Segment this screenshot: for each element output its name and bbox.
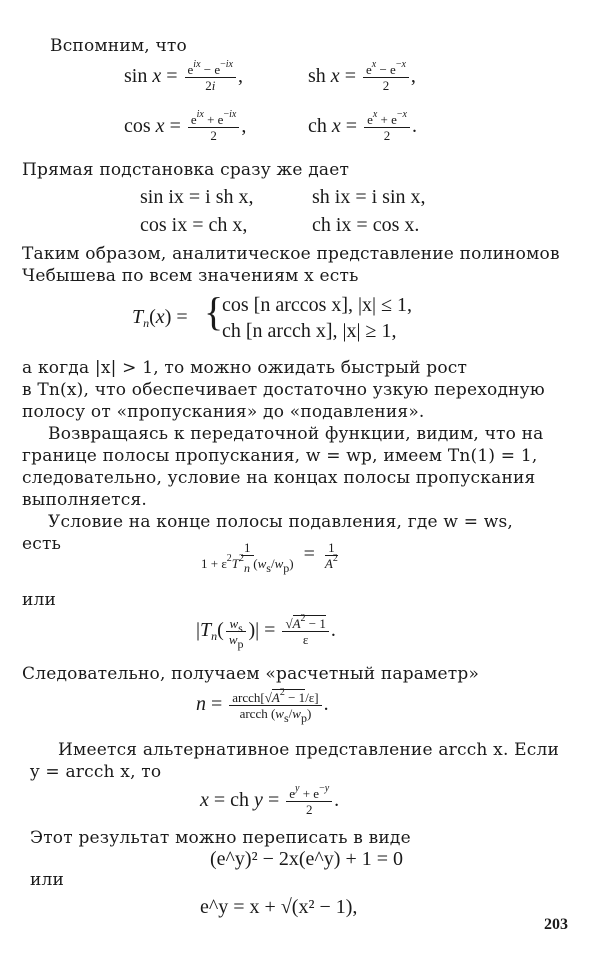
text-line: Этот результат можно переписать в виде [30,828,411,848]
page-number: 203 [544,916,568,933]
text-line: Возвращаясь к передаточной функции, видим, что на [48,424,544,444]
formula-abs-tn: $|T_n$( $\frac{w_s}{w_p}$ )| = $\frac{√A^2 - 1}{\varepsilon}$ . [196,613,336,651]
text-line: Имеется альтернативное представление arcch x. Если [58,740,560,760]
formula-sin-def: sin x = $\frac{e^{ix} - e^{-ix}}{2i}$ , [124,59,243,93]
text-line: в Tn(x), что обеспечивает достаточно узкую переходную [22,380,545,400]
formula-ch-def: ch x = $\frac{e^x + e^{-x}}{2}$ . [308,109,417,143]
text-line: а когда |x| > 1, то можно ожидать быстрый рост [22,358,468,378]
formula-sub-sh: sh ix = i sin x, [312,186,426,208]
formula-x-ch-y: x = ch y = $\frac{e^y + e^{-y}}{2}$ . [200,783,340,817]
text-line: Чебышева по всем значениям x есть [22,266,359,286]
text-line: или [30,870,65,890]
formula-tn-case2: ch [n arcch x], |x| ≥ 1, [222,320,397,342]
formula-condition: $\frac{1}{1 + \varepsilon^2T^2_n (w_s/w_p)}$ = $\frac{1}{A^2}$ [201,540,338,575]
text-line: выполняется. [22,490,148,510]
text-line: Условие на конце полосы подавления, где w = ws, [48,512,514,532]
formula-sub-ch: ch ix = cos x. [312,214,420,236]
text-line: Прямая подстановка сразу же дает [22,160,350,180]
text-line: Вспомним, что [50,36,187,56]
formula-sub-sin: sin ix = i sh x, [140,186,254,208]
formula-quadratic: (e^y)² − 2x(e^y) + 1 = 0 [210,848,403,870]
formula-sh-def: sh x = $\frac{e^x - e^{-x}}{2}$ , [308,59,416,93]
text-line: или [22,590,57,610]
formula-sub-cos: cos ix = ch x, [140,214,248,236]
text-line: Следовательно, получаем «расчетный параметр» [22,664,480,684]
formula-ey: e^y = x + √(x² − 1), [200,896,358,918]
brace-symbol: { [204,289,224,334]
formula-tn-case1: cos [n arccos x], |x| ≤ 1, [222,294,413,316]
text-line: y = arcch x, то [30,762,162,782]
formula-n: n = $\frac{arcch[√A^2 - 1/\varepsilon]}{arcch (w_s/w_p)}$ . [196,687,329,725]
text-line: следовательно, условие на концах полосы пропускания [22,468,536,488]
formula-tn-label: $T_n(x)$ = [132,306,188,330]
text-line: полосу от «пропускания» до «подавления». [22,402,425,422]
formula-cos-def: cos x = $\frac{e^{ix} + e^{-ix}}{2}$ , [124,109,247,143]
text-line: Таким образом, аналитическое представление полиномов [22,244,560,264]
text-line: есть [22,534,62,554]
text-line: границе полосы пропускания, w = wp, имеем Tn(1) = 1, [22,446,538,466]
